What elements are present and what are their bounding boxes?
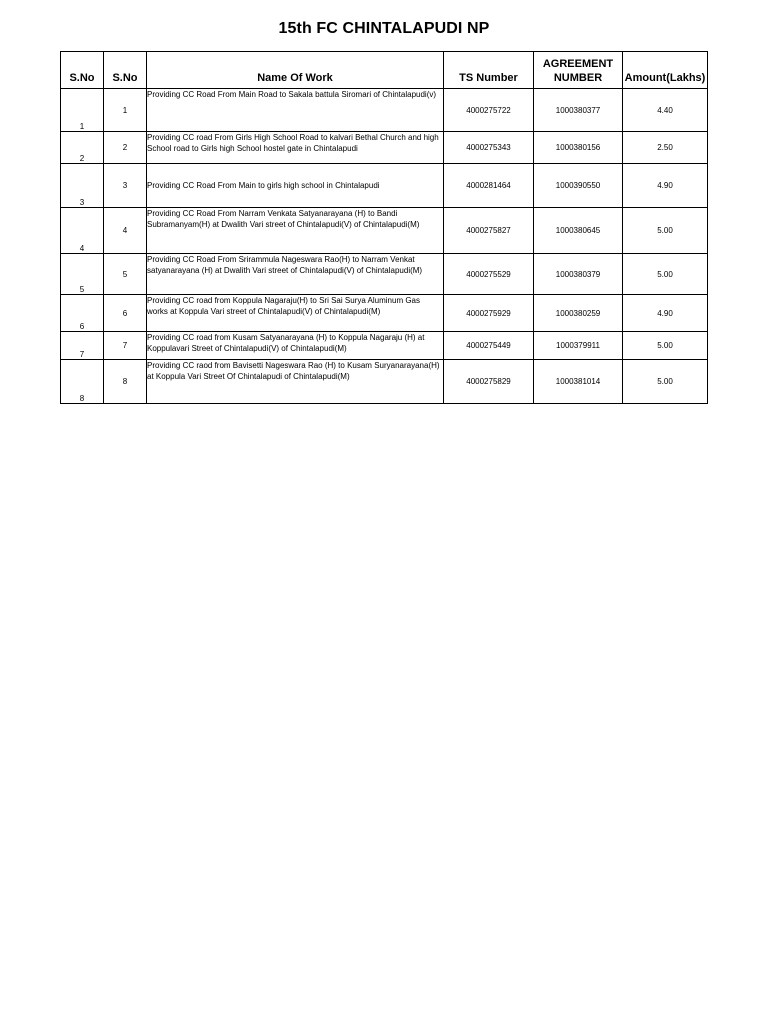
cell-amount: 5.00 [623,208,708,254]
cell-amount: 5.00 [623,332,708,360]
table-row [61,164,708,208]
cell-ts-number: 4000275929 [444,295,534,332]
cell-sno-left: 7 [61,332,104,360]
cell-sno-right: 6 [104,295,147,332]
cell-agreement-number: 1000379911 [534,332,623,360]
cell-name-of-work: Providing CC road from Koppula Nagaraju(H) to Sri Sai Surya Aluminum Gas works at Koppula Vari street of Chintalapudi(V) of Chintalapudi(M) [147,295,444,332]
cell-sno-left: 6 [61,295,104,332]
header-agreement-line-2: NUMBER [553,72,603,84]
cell-sno-right: 7 [104,332,147,360]
cell-ts-number: 4000275829 [444,360,534,404]
table-row [61,360,708,404]
page-title: 15th FC CHINTALAPUDI NP [278,20,490,37]
cell-amount: 4.40 [623,89,708,132]
cell-name-of-work: Providing CC Road From Main to girls high school in Chintalapudi [147,164,444,208]
cell-agreement-number: 1000380259 [534,295,623,332]
cell-amount: 4.90 [623,164,708,208]
table-header-row [61,52,708,89]
cell-name-of-work: Providing CC Road From Main Road to Sakala battula Siromari of Chintalapudi(v) [147,89,444,132]
cell-agreement-number: 1000380379 [534,254,623,295]
cell-amount: 5.00 [623,360,708,404]
cell-sno-right: 5 [104,254,147,295]
cell-sno-right: 4 [104,208,147,254]
cell-sno-left: 8 [61,360,104,404]
cell-name-of-work: Providing CC road From Girls High School Road to kalvari Bethal Church and high School road to Girls high School hostel gate in Chintalapudi [147,132,444,164]
header-name-of-work: Name Of Work [147,52,444,89]
table-row [61,254,708,295]
header-agreement-line-1: AGREEMENT [542,58,614,70]
cell-sno-right: 2 [104,132,147,164]
header-agreement-number [534,52,623,89]
cell-name-of-work: Providing CC Road From Narram Venkata Satyanarayana (H) to Bandi Subramanyam(H) at Dwalith Vari street of Chintalapudi(V) of Chintalapudi(M) [147,208,444,254]
cell-sno-right: 8 [104,360,147,404]
cell-sno-left: 2 [61,132,104,164]
table-row [61,332,708,360]
cell-ts-number: 4000281464 [444,164,534,208]
cell-agreement-number: 1000380156 [534,132,623,164]
cell-ts-number: 4000275529 [444,254,534,295]
cell-agreement-number: 1000380645 [534,208,623,254]
cell-ts-number: 4000275827 [444,208,534,254]
cell-agreement-number: 1000390550 [534,164,623,208]
cell-amount: 4.90 [623,295,708,332]
cell-name-of-work: Providing CC Road From Srirammula Nageswara Rao(H) to Narram Venkat satyanarayana (H) at Dwalith Vari street of Chintalapudi(V) of Chintalapudi(M) [147,254,444,295]
cell-sno-left: 4 [61,208,104,254]
cell-name-of-work: Providing CC raod from Bavisetti Nageswara Rao (H) to Kusam Suryanarayana(H) at Koppula Vari Street Of Chintalapudi of Chintalapudi(M) [147,360,444,404]
header-sno-2: S.No [104,52,147,89]
cell-sno-left: 5 [61,254,104,295]
header-sno-1: S.No [61,52,104,89]
works-table [60,51,708,404]
cell-amount: 5.00 [623,254,708,295]
cell-name-of-work: Providing CC road from Kusam Satyanarayana (H) to Koppula Nagaraju (H) at Koppulavari Street of Chintalapudi(V) of Chintalapudi(M) [147,332,444,360]
cell-amount: 2.50 [623,132,708,164]
cell-sno-left: 1 [61,89,104,132]
header-ts-number: TS Number [444,52,534,89]
header-amount: Amount(Lakhs) [623,52,708,89]
cell-sno-right: 3 [104,164,147,208]
table-row [61,208,708,254]
cell-sno-right: 1 [104,89,147,132]
cell-sno-left: 3 [61,164,104,208]
table-row [61,132,708,164]
cell-ts-number: 4000275722 [444,89,534,132]
cell-ts-number: 4000275343 [444,132,534,164]
cell-ts-number: 4000275449 [444,332,534,360]
table-row [61,89,708,132]
cell-agreement-number: 1000381014 [534,360,623,404]
cell-agreement-number: 1000380377 [534,89,623,132]
table-row [61,295,708,332]
